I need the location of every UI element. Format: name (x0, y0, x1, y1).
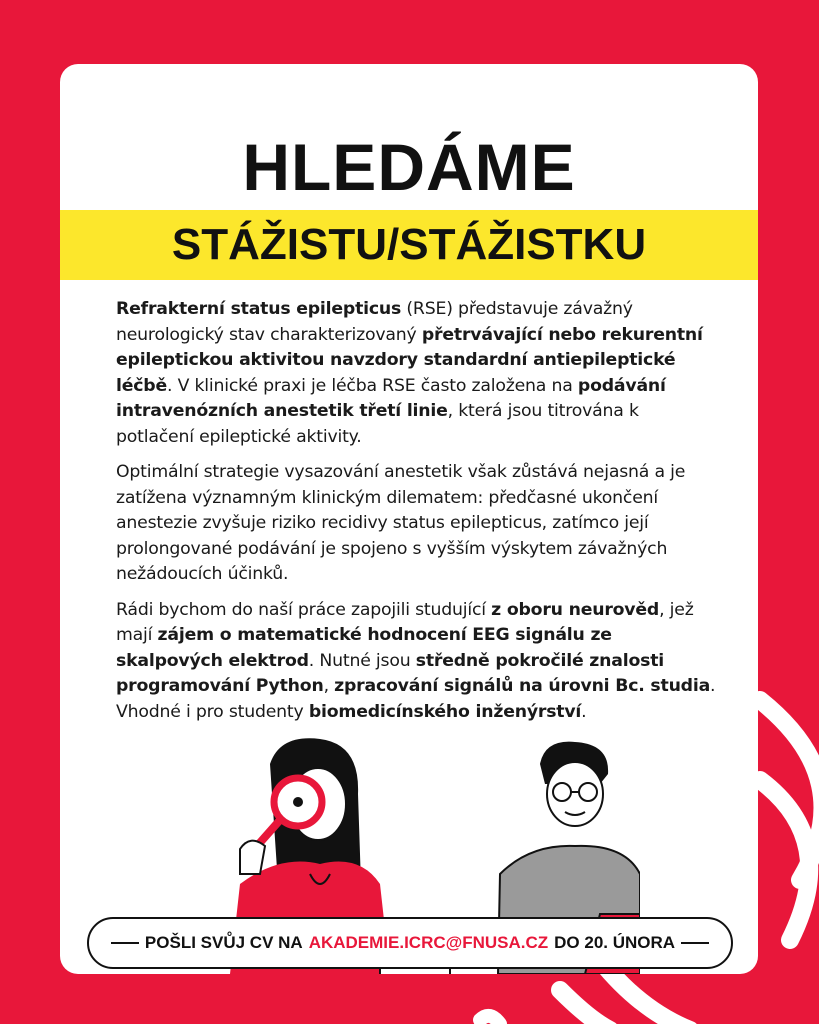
text-run: (RSE) představuje závažný neurologický stav charakterizovaný (116, 299, 633, 345)
bold-text: z oboru neurověd (491, 599, 660, 620)
bold-text: zpracování signálů na úrovni Bc. studia (334, 676, 711, 696)
text-run: Optimální strategie vysazování anestetik však zůstává nejasná a je zatížena významným klinickým dilematem: předčasné ukončení anestezie zvyšuje riziko recidivy status epilepticus, zatímco její prolongované podávání je spojeno s vyšším výskytem závažných nežádoucích účinků. (116, 462, 686, 584)
footer-prefix: POŠLI SVŮJ CV NA (144, 933, 303, 952)
text-run: , která jsou titrována k potlačení epileptické aktivity. (116, 401, 639, 447)
poster-card (60, 64, 758, 974)
bold-text: biomedicínského inženýrství (308, 701, 582, 722)
text-run: , jež mají (116, 599, 694, 645)
bold-text: středně pokročilé znalosti programování Python (116, 650, 664, 696)
footer-contact-bar (87, 917, 733, 969)
text-run: Rádi bychom do naší práce zapojili studující (116, 599, 492, 620)
bold-text: Refrakterní status epilepticus (116, 299, 402, 319)
text-run: , (323, 676, 335, 696)
text-run: . Nutné jsou (308, 650, 416, 671)
footer-right-line (681, 942, 709, 944)
body-paragraph (116, 460, 716, 588)
body-paragraph (116, 598, 716, 726)
footer-deadline: DO 20. ÚNORA (554, 933, 676, 952)
footer-left-line (111, 942, 139, 944)
bold-text: podávání intravenózních anestetik třetí linie (116, 375, 666, 421)
text-run: . (581, 701, 587, 722)
body-paragraph (116, 297, 716, 450)
bold-text: přetrvávající nebo rekurentní epileptickou aktivitou navzdory standardní antiepileptické léčbě (116, 324, 703, 396)
page-subtitle: STÁŽISTU/STÁŽISTKU (171, 220, 647, 269)
body-text (116, 297, 716, 735)
page-title: HLEDÁME (242, 130, 576, 204)
contact-email-link[interactable]: AKADEMIE.ICRC@FNUSA.CZ (308, 933, 549, 952)
text-run: . Vhodné i pro studenty (116, 676, 716, 722)
bold-text: zájem o matematické hodnocení EEG signálu ze skalpových elektrod (116, 625, 612, 671)
text-run: . V klinické praxi je léčba RSE často založena na (166, 375, 578, 396)
